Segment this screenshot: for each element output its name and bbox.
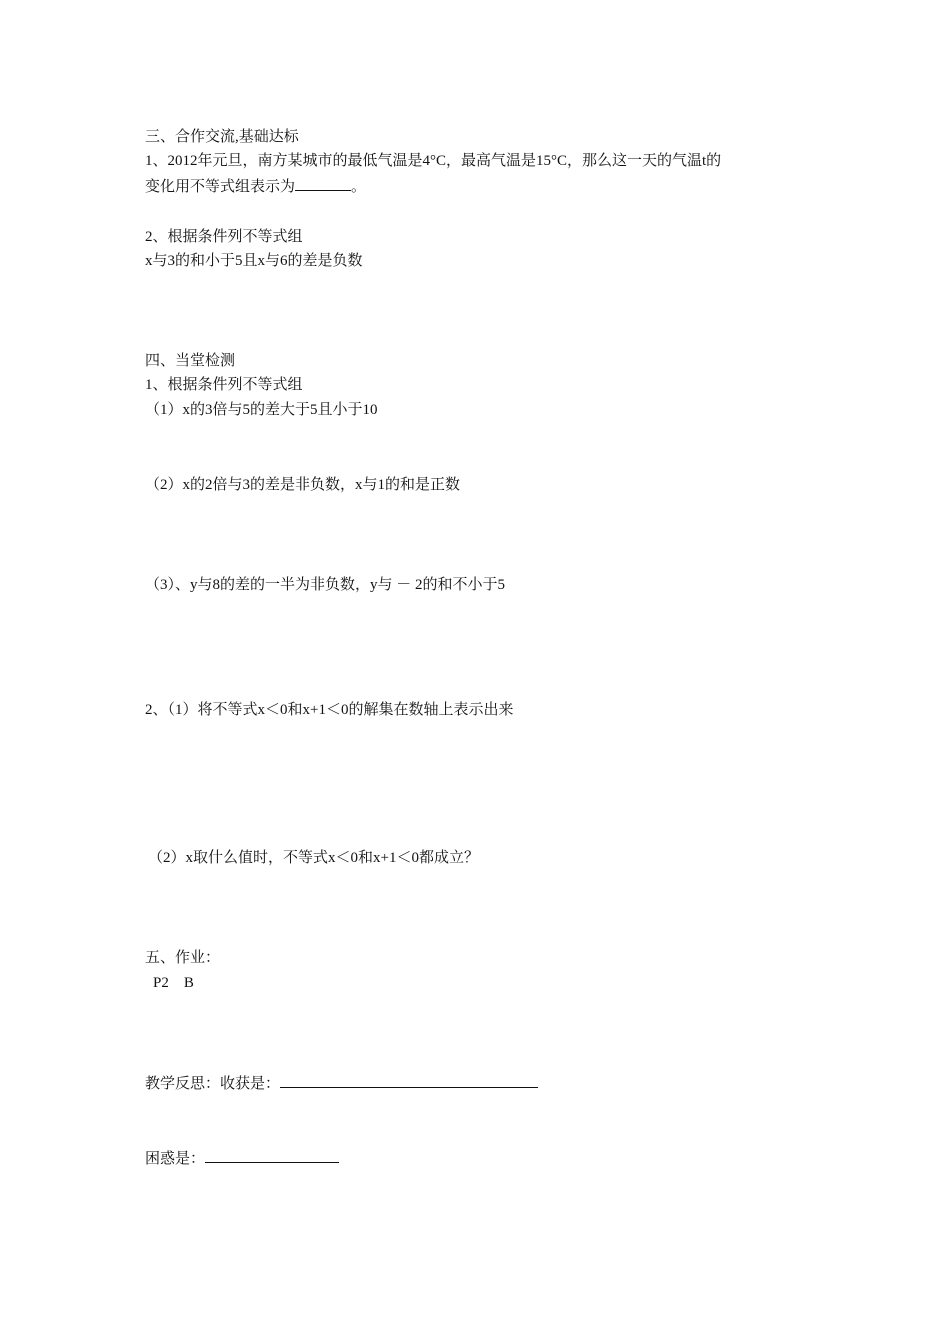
reflection-gain-label: 教学反思：收获是： [145, 1076, 281, 1092]
test-question-2-part-2: （2）x取什么值时，不等式x＜0和x+1＜0都成立？ [148, 850, 479, 866]
section-3-heading: 三、合作交流,基础达标 [145, 129, 299, 145]
confusion-blank [205, 1148, 339, 1163]
question-2-title: 2、根据条件列不等式组 [145, 229, 303, 245]
question-1-line-2-text: 变化用不等式组表示为 [145, 179, 296, 195]
homework-text: P2 B [153, 975, 194, 991]
question-2-text: x与3的和小于5且x与6的差是负数 [145, 253, 363, 269]
test-question-1-part-2: （2）x的2倍与3的差是非负数，x与1的和是正数 [145, 477, 461, 493]
reflection-confusion [145, 1148, 339, 1169]
question-1-line-2-end: 。 [351, 179, 367, 195]
reflection-gain [145, 1073, 538, 1094]
section-4-heading: 四、当堂检测 [145, 353, 236, 369]
reflection-confusion-label: 困惑是： [145, 1151, 206, 1167]
question-1-line-2 [145, 176, 366, 197]
test-question-1-part-3: （3）、y与8的差的一半为非负数，y与 － 2的和不小于5 [145, 577, 506, 593]
test-question-1-title: 1、根据条件列不等式组 [145, 377, 303, 393]
question-1-line-1: 1、2012年元旦，南方某城市的最低气温是4°C，最高气温是15°C，那么这一天的气温t的 [145, 153, 722, 169]
answer-blank [295, 176, 351, 191]
test-question-2-part-1: 2、（1）将不等式x＜0和x+1＜0的解集在数轴上表示出来 [145, 702, 514, 718]
test-question-1-part-1: （1）x的3倍与5的差大于5且小于10 [145, 402, 378, 418]
section-5-heading: 五、作业： [145, 950, 221, 966]
gain-blank [280, 1073, 538, 1088]
